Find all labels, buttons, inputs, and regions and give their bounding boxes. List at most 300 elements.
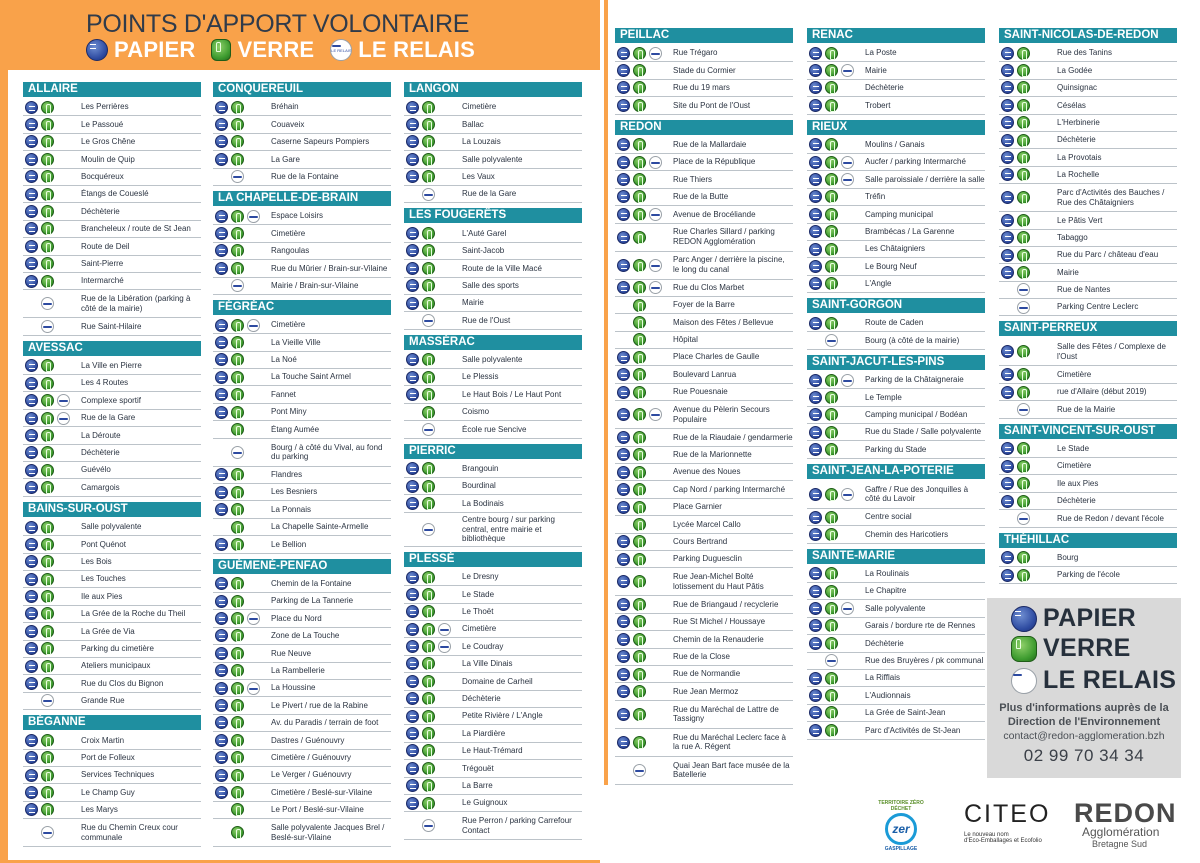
verre-icon: [422, 657, 435, 670]
commune-column: [999, 28, 1177, 589]
verre-icon: [231, 486, 244, 499]
collection-point-name: Quinsignac: [1057, 83, 1098, 93]
bin-icons: [615, 281, 673, 294]
collection-point-name: Cimetière: [462, 624, 497, 634]
collection-point-name: Saint-Pierre: [81, 258, 124, 268]
collection-point-name: Avenue du Pèlerin Secours Populaire: [673, 405, 770, 424]
legend-papier: [1011, 604, 1136, 633]
collection-point-name: La Chapelle Sainte-Armelle: [271, 522, 369, 532]
collection-point-name: Rue du Mûrier / Brain-sur-Vilaine: [271, 263, 388, 273]
papier-icon: [809, 426, 822, 439]
collection-point-row: [615, 401, 793, 429]
verre-icon: [41, 170, 54, 183]
empty-slot: [1001, 403, 1014, 416]
collection-point-row: [23, 623, 201, 640]
bin-icons: [807, 47, 865, 60]
bin-icons: [23, 694, 81, 707]
collection-point-name: Rue des Bruyères / pk communal: [865, 655, 984, 665]
collection-point-name: Camargois: [81, 482, 120, 492]
relais-icon: [825, 334, 838, 347]
verre-icon: [41, 481, 54, 494]
collection-point-name: Salle polyvalente Jacques Brel / Beslé-sur-Vilaine: [271, 822, 385, 842]
verre-icon: [41, 257, 54, 270]
bin-icons: [213, 486, 271, 499]
papier-icon: [406, 710, 419, 723]
bin-icons: [404, 497, 462, 510]
collection-point-row: [999, 184, 1177, 212]
verre-icon: [825, 64, 838, 77]
papier-icon: [215, 538, 228, 551]
verre-icon: [1017, 386, 1030, 399]
bin-icons: [404, 675, 462, 688]
papier-icon: [406, 692, 419, 705]
papier-icon: [617, 156, 630, 169]
bin-icons: [807, 64, 865, 77]
verre-icon: [422, 406, 435, 419]
papier-icon: [86, 39, 108, 61]
verre-icon: [41, 677, 54, 690]
collection-point-row: [213, 317, 391, 334]
papier-icon: [25, 118, 38, 131]
papier-icon: [809, 138, 822, 151]
bin-icons: [213, 118, 271, 131]
collection-point-row: [999, 115, 1177, 132]
bin-icons: [23, 464, 81, 477]
papier-icon: [809, 391, 822, 404]
verre-icon: [1017, 168, 1030, 181]
collection-point-row: [615, 596, 793, 613]
papier-icon: [25, 464, 38, 477]
bin-icons: [404, 170, 462, 183]
collection-point-row: [615, 551, 793, 568]
collection-point-name: Rue du Clos du Bignon: [81, 678, 164, 688]
collection-point-name: Cimetière: [271, 320, 306, 330]
redon-logo-name: REDON: [1074, 798, 1177, 828]
collection-point-name: Parc Anger / derrière la piscine, le long du canal: [673, 255, 785, 275]
papier-icon: [809, 99, 822, 112]
verre-icon: [825, 585, 838, 598]
relais-icon: [649, 259, 662, 272]
collection-point-row: [213, 750, 391, 767]
collection-point-row: [213, 593, 391, 610]
bin-icons: [213, 664, 271, 677]
relais-icon: [41, 297, 54, 310]
collection-point-row: [23, 819, 201, 847]
bin-icons: [999, 266, 1057, 279]
verre-icon: [633, 685, 646, 698]
collection-point-name: Route de la Ville Macé: [462, 263, 542, 273]
papier-icon: [25, 205, 38, 218]
collection-point-row: [23, 750, 201, 767]
verre-icon: [1011, 636, 1037, 662]
verre-icon: [41, 222, 54, 235]
collection-point-row: [615, 683, 793, 700]
verre-icon: [1017, 477, 1030, 490]
collection-point-row: [213, 278, 391, 295]
verre-icon: [825, 724, 838, 737]
collection-point-name: Bourg / à côté du Vival, au fond du parking: [271, 442, 383, 462]
collection-point-name: Salle paroissiale / derrière la salle: [865, 174, 985, 184]
papier-icon: [25, 377, 38, 390]
bin-icons: [213, 353, 271, 366]
bin-icons: [213, 279, 271, 292]
collection-point-row: [213, 536, 391, 553]
verre-icon: [1017, 442, 1030, 455]
collection-point-name: Stade du Cormier: [673, 65, 736, 75]
collection-point-name: La Roulinais: [865, 568, 910, 578]
papier-icon: [25, 751, 38, 764]
verre-icon: [825, 672, 838, 685]
papier-icon: [406, 605, 419, 618]
collection-point-row: [404, 116, 582, 133]
papier-icon: [809, 724, 822, 737]
commune-heading: FÉGRÉAC: [213, 300, 391, 315]
collection-point-name: Salle des Fêtes / Complexe de l'Oust: [1057, 342, 1166, 361]
commune-heading: LANGON: [404, 82, 582, 97]
commune-heading: SAINT-JEAN-LA-POTERIE: [807, 464, 985, 479]
papier-icon: [25, 394, 38, 407]
commune-section: [999, 28, 1177, 316]
verre-icon: [231, 826, 244, 839]
empty-slot: [809, 654, 822, 667]
verre-icon: [633, 386, 646, 399]
verre-icon: [231, 210, 244, 223]
collection-point-name: Déchèterie: [865, 83, 904, 93]
collection-point-row: [999, 230, 1177, 247]
verre-icon: [41, 359, 54, 372]
collection-point-name: Parking Duguesclin: [673, 554, 742, 564]
bin-icons: [404, 371, 462, 384]
collection-point-name: Rue de la Mairie: [1057, 404, 1116, 414]
papier-icon: [215, 612, 228, 625]
papier-icon: [215, 118, 228, 131]
verre-icon: [633, 368, 646, 381]
legend-verre: [1011, 634, 1131, 663]
collection-point-row: [615, 314, 793, 331]
empty-slot: [215, 446, 228, 459]
collection-point-name: Ballac: [462, 119, 484, 129]
verre-icon: [825, 156, 838, 169]
collection-point-name: Moulins / Ganais: [865, 139, 925, 149]
collection-point-row: [999, 475, 1177, 492]
papier-icon: [809, 317, 822, 330]
papier-icon: [1001, 116, 1014, 129]
papier-icon: [809, 585, 822, 598]
empty-slot: [215, 521, 228, 534]
collection-point-row: [615, 447, 793, 464]
papier-icon: [809, 488, 822, 501]
commune-section: [23, 82, 201, 336]
collection-point-row: [404, 691, 582, 708]
bin-icons: [615, 736, 673, 749]
empty-slot: [215, 803, 228, 816]
verre-icon: [825, 225, 838, 238]
relais-icon: [841, 173, 854, 186]
bin-icons: [404, 779, 462, 792]
bin-icons: [999, 134, 1057, 147]
collection-point-row: [999, 458, 1177, 475]
verre-icon: [633, 316, 646, 329]
verre-icon: [1017, 266, 1030, 279]
relais-icon: [247, 612, 260, 625]
bin-icons: [404, 692, 462, 705]
bin-icons: [213, 262, 271, 275]
papier-icon: [215, 682, 228, 695]
collection-point-row: [213, 732, 391, 749]
verre-icon: [231, 595, 244, 608]
papier-icon: [25, 446, 38, 459]
collection-point-name: Déchèterie: [865, 638, 904, 648]
papier-icon: [25, 429, 38, 442]
collection-point-row: [213, 151, 391, 168]
verre-icon: [41, 240, 54, 253]
empty-slot: [617, 316, 630, 329]
verre-icon: [422, 623, 435, 636]
collection-point-row: [615, 45, 793, 62]
collection-point-name: La Piardière: [462, 728, 506, 738]
papier-icon: [809, 528, 822, 541]
papier-icon: [406, 227, 419, 240]
commune-heading: SAINT-JACUT-LES-PINS: [807, 355, 985, 370]
collection-point-row: [23, 802, 201, 819]
collection-point-name: Déchèterie: [462, 693, 501, 703]
verre-icon: [422, 244, 435, 257]
collection-point-name: Bourg (à côté de la mairie): [865, 335, 960, 345]
empty-slot: [215, 279, 228, 292]
collection-point-row: [999, 97, 1177, 114]
collection-point-row: [213, 243, 391, 260]
commune-section: [615, 28, 793, 115]
collection-point-row: [23, 675, 201, 692]
papier-icon: [215, 101, 228, 114]
papier-icon: [406, 480, 419, 493]
bin-icons: [999, 512, 1057, 525]
relais-icon: [1017, 403, 1030, 416]
verre-icon: [633, 351, 646, 364]
bin-icons: [615, 483, 673, 496]
collection-point-row: [999, 338, 1177, 366]
collection-point-name: Dastres / Guénouvry: [271, 735, 345, 745]
verre-icon: [231, 388, 244, 401]
collection-point-name: Rue de la Fontaine: [271, 171, 339, 181]
bin-icons: [999, 191, 1057, 204]
verre-icon: [1017, 64, 1030, 77]
collection-point-row: [213, 208, 391, 225]
collection-point-row: [615, 429, 793, 446]
collection-point-row: [23, 554, 201, 571]
collection-point-name: Tabaggo: [1057, 232, 1088, 242]
collection-point-name: Rue de la Riaudaie / gendarmerie: [673, 432, 793, 442]
collection-point-row: [999, 366, 1177, 383]
collection-point-row: [23, 536, 201, 553]
collection-point-row: [404, 386, 582, 403]
collection-point-row: [213, 802, 391, 819]
verre-icon: [231, 647, 244, 660]
bin-icons: [213, 336, 271, 349]
bin-icons: [615, 685, 673, 698]
collection-point-name: Le Chapitre: [865, 586, 907, 596]
legend-verre-label: VERRE: [1043, 634, 1131, 662]
collection-point-row: [999, 384, 1177, 401]
papier-icon: [406, 353, 419, 366]
collection-point-name: La Louzais: [462, 137, 501, 147]
bin-icons: [807, 99, 865, 112]
commune-heading: LA CHAPELLE-DE-BRAIN: [213, 191, 391, 206]
collection-point-name: Complexe sportif: [81, 395, 142, 405]
papier-icon: [215, 468, 228, 481]
header-legend: [86, 37, 485, 63]
collection-point-row: [404, 169, 582, 186]
collection-point-row: [404, 352, 582, 369]
papier-icon: [406, 118, 419, 131]
bin-icons: [404, 135, 462, 148]
papier-icon: [406, 744, 419, 757]
collection-point-row: [615, 137, 793, 154]
papier-icon: [809, 208, 822, 221]
papier-icon: [617, 281, 630, 294]
verre-icon: [633, 173, 646, 186]
papier-icon: [406, 657, 419, 670]
relais-icon: [41, 826, 54, 839]
papier-icon: [25, 573, 38, 586]
bin-icons: [807, 637, 865, 650]
verre-icon: [422, 101, 435, 114]
collection-point-name: Cimetière / Guénouvry: [271, 752, 352, 762]
verre-icon: [825, 391, 838, 404]
collection-point-name: Flandres: [271, 470, 303, 480]
bin-icons: [213, 595, 271, 608]
verre-icon: [231, 577, 244, 590]
bin-icons: [23, 153, 81, 166]
collection-point-name: Centre bourg / sur parking central, entre mairie et bibliothèque: [462, 514, 555, 544]
verre-icon: [422, 588, 435, 601]
bin-icons: [23, 205, 81, 218]
collection-point-name: Rue Trégaro: [673, 48, 718, 58]
papier-icon: [809, 64, 822, 77]
collection-point-name: La Ponnais: [271, 504, 312, 514]
papier-icon: [215, 716, 228, 729]
bin-icons: [404, 762, 462, 775]
verre-icon: [422, 353, 435, 366]
papier-icon: [25, 257, 38, 270]
bin-icons: [404, 153, 462, 166]
verre-icon: [825, 374, 838, 387]
verre-icon: [211, 39, 231, 61]
bin-icons: [999, 151, 1057, 164]
collection-point-row: [213, 767, 391, 784]
verre-icon: [633, 668, 646, 681]
bin-icons: [615, 231, 673, 244]
collection-point-name: Route de Deil: [81, 241, 130, 251]
verre-icon: [633, 138, 646, 151]
papier-icon: [617, 615, 630, 628]
verre-icon: [1017, 134, 1030, 147]
relais-icon: [649, 281, 662, 294]
verre-icon: [41, 555, 54, 568]
verre-icon: [422, 605, 435, 618]
relais-icon: [247, 210, 260, 223]
bin-icons: [999, 168, 1057, 181]
empty-slot: [1001, 283, 1014, 296]
collection-point-row: [807, 526, 985, 543]
commune-heading: SAINT-NICOLAS-DE-REDON: [999, 28, 1177, 43]
collection-point-name: Cours Bertrand: [673, 536, 728, 546]
collection-point-name: Parc d'Activités de St-Jean: [865, 725, 961, 735]
collection-point-name: Site du Pont de l'Oust: [673, 100, 751, 110]
verre-icon: [422, 779, 435, 792]
contact-email[interactable]: contact@redon-agglomeration.bzh: [1003, 730, 1165, 742]
collection-point-name: Rue du Stade / Salle polyvalente: [865, 427, 982, 437]
legend-relais: [1011, 666, 1176, 695]
papier-icon: [1001, 47, 1014, 60]
bin-icons: [23, 320, 81, 333]
papier-icon: [406, 388, 419, 401]
verre-icon: [231, 629, 244, 642]
citeo-line2: d'Eco-Emballages et Ecofolio: [964, 838, 1042, 844]
collection-point-row: [404, 621, 582, 638]
bin-icons: [23, 377, 81, 390]
bin-icons: [213, 446, 271, 459]
collection-point-name: Rue Pouesnaie: [673, 387, 728, 397]
collection-point-row: [23, 767, 201, 784]
verre-icon: [1017, 569, 1030, 582]
verre-icon: [41, 625, 54, 638]
commune-heading: PEILLAC: [615, 28, 793, 43]
collection-point-row: [807, 154, 985, 171]
collection-point-row: [404, 708, 582, 725]
verre-icon: [825, 637, 838, 650]
papier-icon: [406, 297, 419, 310]
collection-point-name: Le Plessis: [462, 372, 499, 382]
papier-icon: [617, 535, 630, 548]
verre-icon: [41, 135, 54, 148]
bin-icons: [807, 260, 865, 273]
collection-point-name: Chemin de la Fontaine: [271, 578, 352, 588]
collection-point-name: Ateliers municipaux: [81, 661, 151, 671]
collection-point-name: Rue de Briangaud / recyclerie: [673, 599, 779, 609]
collection-point-name: Bourg: [1057, 552, 1079, 562]
contact-phone[interactable]: 02 99 70 34 34: [1023, 746, 1145, 765]
collection-point-name: Garais / bordure rte de Rennes: [865, 621, 976, 631]
collection-point-row: [404, 478, 582, 495]
collection-point-row: [615, 97, 793, 114]
verre-icon: [633, 431, 646, 444]
papier-icon: [215, 786, 228, 799]
bin-icons: [404, 462, 462, 475]
bin-icons: [615, 408, 673, 421]
verre-icon: [231, 371, 244, 384]
papier-icon: [215, 751, 228, 764]
collection-point-row: [404, 795, 582, 812]
collection-point-row: [23, 273, 201, 290]
bin-icons: [404, 279, 462, 292]
relais-icon: [231, 279, 244, 292]
collection-point-name: Déchèterie: [1057, 135, 1096, 145]
verre-icon: [633, 633, 646, 646]
papier-icon: [809, 374, 822, 387]
bin-icons: [615, 333, 673, 346]
bin-icons: [23, 188, 81, 201]
relais-icon: [422, 523, 435, 536]
bin-icons: [615, 668, 673, 681]
collection-point-row: [807, 722, 985, 739]
collection-point-row: [404, 243, 582, 260]
verre-icon: [41, 275, 54, 288]
relais-icon: [649, 156, 662, 169]
collection-point-name: Les Marys: [81, 805, 118, 815]
verre-icon: [41, 786, 54, 799]
verre-icon: [422, 744, 435, 757]
